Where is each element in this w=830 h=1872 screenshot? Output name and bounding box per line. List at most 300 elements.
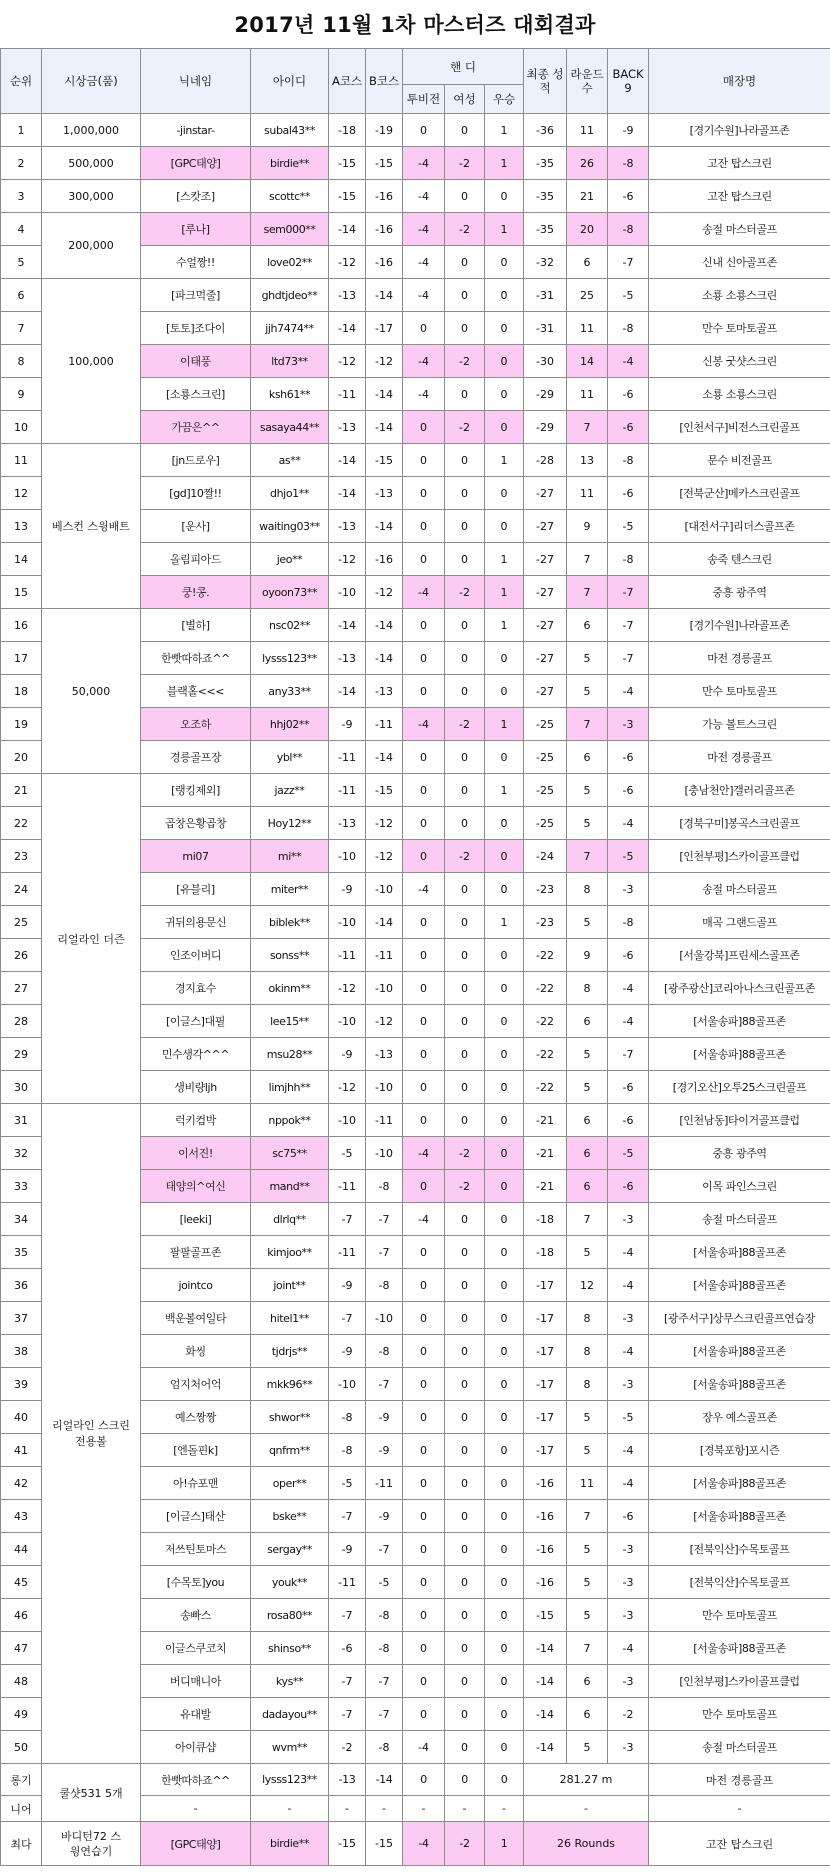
nickname-cell: 생비량ljh (141, 1071, 251, 1104)
header-handicap: 핸 디 (403, 49, 524, 85)
store-cell: [광주광산]코리아나스크린골프존 (649, 972, 830, 1005)
rank-cell: 10 (1, 411, 42, 444)
rank-cell: 47 (1, 1632, 42, 1665)
nickname-cell: 아!슈포맨 (141, 1467, 251, 1500)
id-cell: jeo** (251, 543, 329, 576)
prize-cell: 100,000 (42, 279, 141, 444)
female-cell: -2 (445, 1137, 485, 1170)
final-cell: -29 (524, 411, 567, 444)
twovision-cell: 0 (403, 972, 445, 1005)
final-cell: -18 (524, 1203, 567, 1236)
back9-cell: -3 (608, 1368, 649, 1401)
rounds-cell: 7 (567, 1203, 608, 1236)
female-cell: 0 (445, 873, 485, 906)
id-cell: jjh7474** (251, 312, 329, 345)
rank-cell: 7 (1, 312, 42, 345)
winner-cell: 0 (485, 279, 524, 312)
b-course-cell: -10 (366, 1302, 403, 1335)
twovision-cell: 0 (403, 444, 445, 477)
winner-cell: 1 (485, 147, 524, 180)
winner-cell: 0 (485, 1170, 524, 1203)
table-row (1, 180, 830, 213)
twovision-cell: -4 (403, 378, 445, 411)
winner-cell: 0 (485, 1731, 524, 1764)
store-cell: 소룡 소룡스크린 (649, 279, 830, 312)
female-cell: 0 (445, 444, 485, 477)
id-cell: lee15** (251, 1005, 329, 1038)
a-course-cell: -13 (329, 510, 366, 543)
b-course-cell: -14 (366, 510, 403, 543)
store-cell: 만수 토마토골프 (649, 1698, 830, 1731)
nickname-cell: 오조하 (141, 708, 251, 741)
b-course-cell: -12 (366, 840, 403, 873)
most-fe-cell: -2 (445, 1822, 485, 1866)
twovision-cell: 0 (403, 1269, 445, 1302)
final-cell: -32 (524, 246, 567, 279)
most-rounds-row (1, 1822, 830, 1866)
nickname-cell: 귀뒤의용문신 (141, 906, 251, 939)
rounds-cell: 20 (567, 213, 608, 246)
winner-cell: 0 (485, 1401, 524, 1434)
rank-cell: 39 (1, 1368, 42, 1401)
store-cell: 마전 경릉골프 (649, 741, 830, 774)
twovision-cell: 0 (403, 1632, 445, 1665)
a-course-cell: -12 (329, 543, 366, 576)
rank-cell: 36 (1, 1269, 42, 1302)
rank-cell: 50 (1, 1731, 42, 1764)
rounds-cell: 7 (567, 1632, 608, 1665)
a-course-cell: -14 (329, 213, 366, 246)
back9-cell: -6 (608, 1170, 649, 1203)
rank-cell: 45 (1, 1566, 42, 1599)
back9-cell: -7 (608, 642, 649, 675)
store-cell: [서울송파]88골프존 (649, 1467, 830, 1500)
a-course-cell: -11 (329, 1566, 366, 1599)
id-cell: okinm** (251, 972, 329, 1005)
rank-cell: 40 (1, 1401, 42, 1434)
rank-cell: 38 (1, 1335, 42, 1368)
rounds-cell: 11 (567, 1467, 608, 1500)
twovision-cell: 0 (403, 114, 445, 147)
female-cell: -2 (445, 576, 485, 609)
store-cell: [서울송파]88골프존 (649, 1368, 830, 1401)
id-cell: sonss** (251, 939, 329, 972)
rounds-cell: 5 (567, 1434, 608, 1467)
twovision-cell: 0 (403, 411, 445, 444)
rounds-cell: 7 (567, 840, 608, 873)
twovision-cell: 0 (403, 906, 445, 939)
winner-cell: 0 (485, 345, 524, 378)
b-course-cell: -15 (366, 444, 403, 477)
b-course-cell: -15 (366, 147, 403, 180)
twovision-cell: 0 (403, 1500, 445, 1533)
back9-cell: -8 (608, 543, 649, 576)
rank-cell: 4 (1, 213, 42, 246)
twovision-cell: 0 (403, 675, 445, 708)
twovision-cell: 0 (403, 1335, 445, 1368)
rank-cell: 14 (1, 543, 42, 576)
store-cell: 만수 토마토골프 (649, 1599, 830, 1632)
female-cell: 0 (445, 114, 485, 147)
prize-cell: 리얼라인 스크린 전용볼 (42, 1104, 141, 1764)
a-course-cell: -10 (329, 840, 366, 873)
nickname-cell: 한빳따하죠^^ (141, 642, 251, 675)
nickname-cell: 경지효수 (141, 972, 251, 1005)
female-cell: 0 (445, 1599, 485, 1632)
header-a-course: A코스 (329, 49, 366, 114)
rank-cell: 23 (1, 840, 42, 873)
back9-cell: -7 (608, 1038, 649, 1071)
rounds-cell: 11 (567, 378, 608, 411)
female-cell: 0 (445, 1269, 485, 1302)
final-cell: -17 (524, 1434, 567, 1467)
id-cell: qnfrm** (251, 1434, 329, 1467)
final-cell: -17 (524, 1269, 567, 1302)
rounds-cell: 5 (567, 1599, 608, 1632)
female-cell: 0 (445, 543, 485, 576)
twovision-cell: 0 (403, 1368, 445, 1401)
near-a-cell: - (329, 1796, 366, 1822)
b-course-cell: -13 (366, 675, 403, 708)
store-cell: 신내 신아골프존 (649, 246, 830, 279)
store-cell: [대전서구]리더스골프존 (649, 510, 830, 543)
back9-cell: -4 (608, 1005, 649, 1038)
nickname-cell: 가끔은^^ (141, 411, 251, 444)
store-cell: [전북익산]수목토골프 (649, 1533, 830, 1566)
winner-cell: 0 (485, 1665, 524, 1698)
header-twovision: 투비전 (403, 85, 445, 114)
id-cell: kys** (251, 1665, 329, 1698)
b-course-cell: -10 (366, 873, 403, 906)
store-cell: 송절 마스터골프 (649, 873, 830, 906)
rounds-cell: 5 (567, 807, 608, 840)
final-cell: -28 (524, 444, 567, 477)
nickname-cell: 백운볼여일타 (141, 1302, 251, 1335)
prize-cell: 500,000 (42, 147, 141, 180)
final-cell: -21 (524, 1137, 567, 1170)
nickname-cell: [루나] (141, 213, 251, 246)
winner-cell: 0 (485, 510, 524, 543)
most-store-cell: 고잔 탑스크린 (649, 1822, 830, 1866)
female-cell: 0 (445, 1467, 485, 1500)
a-course-cell: -15 (329, 180, 366, 213)
a-course-cell: -13 (329, 642, 366, 675)
female-cell: 0 (445, 477, 485, 510)
a-course-cell: -11 (329, 378, 366, 411)
a-course-cell: -15 (329, 147, 366, 180)
female-cell: -2 (445, 213, 485, 246)
a-course-cell: -11 (329, 741, 366, 774)
female-cell: 0 (445, 1698, 485, 1731)
rounds-cell: 5 (567, 774, 608, 807)
store-cell: 만수 토마토골프 (649, 312, 830, 345)
header-winner: 우승 (485, 85, 524, 114)
female-cell: 0 (445, 609, 485, 642)
nickname-cell: [파크먹줄] (141, 279, 251, 312)
nickname-cell: 예스짱짱 (141, 1401, 251, 1434)
id-cell: birdie** (251, 147, 329, 180)
store-cell: 고잔 탑스크린 (649, 147, 830, 180)
near-tv-cell: - (403, 1796, 445, 1822)
b-course-cell: -12 (366, 345, 403, 378)
rounds-cell: 26 (567, 147, 608, 180)
b-course-cell: -9 (366, 1500, 403, 1533)
back9-cell: -6 (608, 741, 649, 774)
nickname-cell: mi07 (141, 840, 251, 873)
final-cell: -17 (524, 1335, 567, 1368)
female-cell: 0 (445, 774, 485, 807)
a-course-cell: -7 (329, 1302, 366, 1335)
final-cell: -27 (524, 609, 567, 642)
most-value-cell: 26 Rounds (524, 1822, 649, 1866)
final-cell: -14 (524, 1632, 567, 1665)
final-cell: -14 (524, 1698, 567, 1731)
b-course-cell: -8 (366, 1632, 403, 1665)
a-course-cell: -5 (329, 1137, 366, 1170)
a-course-cell: -8 (329, 1401, 366, 1434)
b-course-cell: -17 (366, 312, 403, 345)
twovision-cell: -4 (403, 1137, 445, 1170)
back9-cell: -6 (608, 180, 649, 213)
female-cell: 0 (445, 906, 485, 939)
store-cell: 중흥 광주역 (649, 576, 830, 609)
nickname-cell: 이태풍 (141, 345, 251, 378)
final-cell: -22 (524, 1005, 567, 1038)
a-course-cell: -13 (329, 279, 366, 312)
female-cell: 0 (445, 1071, 485, 1104)
b-course-cell: -12 (366, 807, 403, 840)
id-cell: any33** (251, 675, 329, 708)
female-cell: 0 (445, 972, 485, 1005)
store-cell: [광주서구]상무스크린골프연습장 (649, 1302, 830, 1335)
female-cell: 0 (445, 279, 485, 312)
b-course-cell: -14 (366, 642, 403, 675)
rank-cell: 49 (1, 1698, 42, 1731)
rank-cell: 32 (1, 1137, 42, 1170)
final-cell: -31 (524, 312, 567, 345)
winner-cell: 0 (485, 246, 524, 279)
final-cell: -27 (524, 675, 567, 708)
store-cell: 문수 비전골프 (649, 444, 830, 477)
twovision-cell: -4 (403, 246, 445, 279)
table-row (1, 279, 830, 312)
rank-cell: 20 (1, 741, 42, 774)
back9-cell: -9 (608, 114, 649, 147)
final-cell: -22 (524, 1038, 567, 1071)
rounds-cell: 6 (567, 1665, 608, 1698)
back9-cell: -7 (608, 576, 649, 609)
winner-cell: 0 (485, 1038, 524, 1071)
nickname-cell: 이서진! (141, 1137, 251, 1170)
final-cell: -21 (524, 1170, 567, 1203)
winner-cell: 0 (485, 1368, 524, 1401)
winner-cell: 0 (485, 807, 524, 840)
rank-cell: 24 (1, 873, 42, 906)
prize-cell: 베스컨 스윙배트 (42, 444, 141, 609)
winner-cell: 1 (485, 213, 524, 246)
near-value-cell: - (524, 1796, 649, 1822)
back9-cell: -6 (608, 1500, 649, 1533)
winner-cell: 0 (485, 1302, 524, 1335)
store-cell: [서울송파]88골프존 (649, 1005, 830, 1038)
a-course-cell: -11 (329, 1170, 366, 1203)
nickname-cell: [이글스]대필 (141, 1005, 251, 1038)
rounds-cell: 5 (567, 1071, 608, 1104)
longest-nick-cell: 한빳따하죠^^ (141, 1764, 251, 1796)
winner-cell: 0 (485, 642, 524, 675)
rank-cell: 26 (1, 939, 42, 972)
winner-cell: 0 (485, 1698, 524, 1731)
rank-cell: 42 (1, 1467, 42, 1500)
store-cell: 송절 마스터골프 (649, 1203, 830, 1236)
b-course-cell: -16 (366, 180, 403, 213)
nickname-cell: [엔돌핀k] (141, 1434, 251, 1467)
b-course-cell: -14 (366, 741, 403, 774)
near-nick-cell: - (141, 1796, 251, 1822)
twovision-cell: -4 (403, 345, 445, 378)
female-cell: -2 (445, 840, 485, 873)
record-label: 롱기 (1, 1764, 42, 1796)
final-cell: -27 (524, 543, 567, 576)
final-cell: -29 (524, 378, 567, 411)
final-cell: -18 (524, 1236, 567, 1269)
id-cell: ksh61** (251, 378, 329, 411)
twovision-cell: 0 (403, 477, 445, 510)
b-course-cell: -14 (366, 378, 403, 411)
twovision-cell: 0 (403, 939, 445, 972)
back9-cell: -3 (608, 1665, 649, 1698)
a-course-cell: -12 (329, 972, 366, 1005)
final-cell: -17 (524, 1368, 567, 1401)
b-course-cell: -13 (366, 477, 403, 510)
twovision-cell: -4 (403, 708, 445, 741)
near-b-cell: - (366, 1796, 403, 1822)
rounds-cell: 5 (567, 675, 608, 708)
rounds-cell: 9 (567, 510, 608, 543)
rank-cell: 35 (1, 1236, 42, 1269)
twovision-cell: 0 (403, 1302, 445, 1335)
nickname-cell: 럭키컴박 (141, 1104, 251, 1137)
page-title: 2017년 11월 1차 마스터즈 대회결과 (234, 13, 596, 37)
nickname-cell: [소룡스크린] (141, 378, 251, 411)
final-cell: -23 (524, 906, 567, 939)
most-a-cell: -15 (329, 1822, 366, 1866)
final-cell: -31 (524, 279, 567, 312)
rounds-cell: 21 (567, 180, 608, 213)
female-cell: 0 (445, 510, 485, 543)
header-back9: BACK 9 (608, 49, 649, 114)
rounds-cell: 5 (567, 1566, 608, 1599)
rank-cell: 46 (1, 1599, 42, 1632)
nickname-cell: [GPC태양] (141, 147, 251, 180)
store-cell: 송죽 텐스크린 (649, 543, 830, 576)
store-cell: 가능 볼트스크린 (649, 708, 830, 741)
b-course-cell: -14 (366, 279, 403, 312)
back9-cell: -5 (608, 1137, 649, 1170)
b-course-cell: -7 (366, 1203, 403, 1236)
rank-cell: 18 (1, 675, 42, 708)
nickname-cell: 엄지처어억 (141, 1368, 251, 1401)
id-cell: bske** (251, 1500, 329, 1533)
nickname-cell: 인조이버디 (141, 939, 251, 972)
id-cell: as** (251, 444, 329, 477)
twovision-cell: -4 (403, 1731, 445, 1764)
winner-cell: 1 (485, 708, 524, 741)
back9-cell: -7 (608, 609, 649, 642)
b-course-cell: -12 (366, 576, 403, 609)
twovision-cell: 0 (403, 1566, 445, 1599)
rank-cell: 16 (1, 609, 42, 642)
rank-cell: 3 (1, 180, 42, 213)
most-nick-cell: [GPC태양] (141, 1822, 251, 1866)
store-cell: [인천남동]타이거골프클럽 (649, 1104, 830, 1137)
a-course-cell: -12 (329, 1071, 366, 1104)
prize-cell: 200,000 (42, 213, 141, 279)
nickname-cell: 송빠스 (141, 1599, 251, 1632)
nickname-cell: 올림피아드 (141, 543, 251, 576)
twovision-cell: 0 (403, 741, 445, 774)
twovision-cell: -4 (403, 576, 445, 609)
id-cell: waiting03** (251, 510, 329, 543)
back9-cell: -4 (608, 807, 649, 840)
nickname-cell: 유대발 (141, 1698, 251, 1731)
a-course-cell: -10 (329, 1005, 366, 1038)
header-female: 여성 (445, 85, 485, 114)
longest-value-cell: 281.27 m (524, 1764, 649, 1796)
winner-cell: 0 (485, 1533, 524, 1566)
final-cell: -25 (524, 774, 567, 807)
table-row (1, 444, 830, 477)
twovision-cell: 0 (403, 840, 445, 873)
back9-cell: -4 (608, 1335, 649, 1368)
final-cell: -17 (524, 1302, 567, 1335)
nickname-cell: 민수생각^^^ (141, 1038, 251, 1071)
longest-store-cell: 마전 경릉골프 (649, 1764, 830, 1796)
a-course-cell: -7 (329, 1203, 366, 1236)
b-course-cell: -11 (366, 1467, 403, 1500)
prize-cell: 1,000,000 (42, 114, 141, 147)
id-cell: miter** (251, 873, 329, 906)
rank-cell: 28 (1, 1005, 42, 1038)
back9-cell: -6 (608, 939, 649, 972)
id-cell: dhjo1** (251, 477, 329, 510)
id-cell: ghdtjdeo** (251, 279, 329, 312)
back9-cell: -4 (608, 345, 649, 378)
store-cell: [서울송파]88골프존 (649, 1038, 830, 1071)
store-cell: 마전 경릉골프 (649, 642, 830, 675)
back9-cell: -3 (608, 1599, 649, 1632)
winner-cell: 1 (485, 609, 524, 642)
b-course-cell: -14 (366, 906, 403, 939)
a-course-cell: -12 (329, 246, 366, 279)
winner-cell: 1 (485, 114, 524, 147)
id-cell: Hoy12** (251, 807, 329, 840)
back9-cell: -4 (608, 1236, 649, 1269)
rank-cell: 2 (1, 147, 42, 180)
longest-fe-cell: 0 (445, 1764, 485, 1796)
header-prize: 시상금(품) (42, 49, 141, 114)
back9-cell: -3 (608, 873, 649, 906)
rank-cell: 8 (1, 345, 42, 378)
record-label: 최다 (1, 1822, 42, 1866)
rounds-cell: 9 (567, 939, 608, 972)
rank-cell: 11 (1, 444, 42, 477)
table-row (1, 774, 830, 807)
store-cell: [경기오산]오투25스크린골프 (649, 1071, 830, 1104)
final-cell: -24 (524, 840, 567, 873)
female-cell: 0 (445, 1005, 485, 1038)
back9-cell: -4 (608, 1467, 649, 1500)
